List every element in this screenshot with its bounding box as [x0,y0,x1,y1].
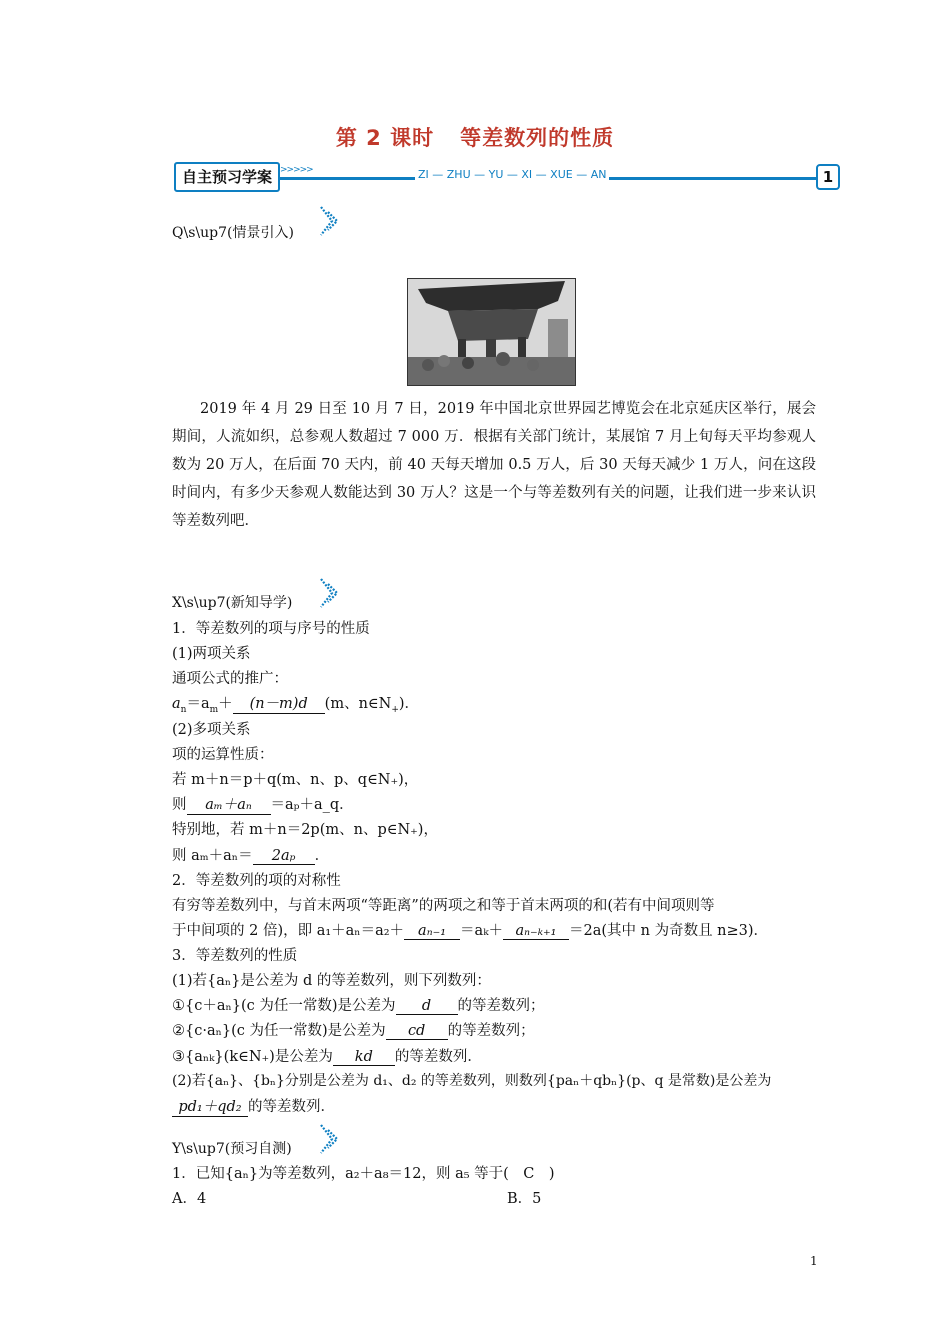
l13-c: ＝2a(其中 n 为奇数且 n≥3)． [568,923,769,939]
banner-pinyin: ZI — ZHU — YU — XI — XUE — AN [415,168,609,181]
line-17 [172,1019,535,1040]
line-18 [172,1045,482,1066]
l16-b: 的等差数列； [457,998,545,1014]
line-12: 有穷等差数列中，与首末两项“等距离”的两项之和等于首末两项的和(若有中间项则等 [172,898,715,914]
line-15: (1)若{aₙ}是公差为 d 的等差数列，则下列数列： [172,973,491,989]
line-6: 项的运算性质： [172,747,274,763]
line-5: (2)多项关系 [172,722,251,738]
l13-a: 于中间项的 2 倍)，即 a₁＋aₙ＝a₂＋ [172,923,405,939]
l4-a: a [172,696,181,712]
l13-b: ＝aₖ＋ [460,923,503,939]
page-title [0,122,950,152]
line-7: 若 m＋n＝p＋q(m、n、p、q∈N₊)， [172,772,419,788]
banner-label: 自主预习学案 [174,162,280,192]
blank-cd: cd [386,1023,448,1040]
blank-sum: aₘ＋aₙ [187,793,271,815]
l17-a: ②{c·aₙ}(c 为任一常数)是公差为 [172,1023,386,1039]
l4-b: ＝a [186,696,210,712]
l18-a: ③{aₙₖ}(k∈N₊)是公差为 [172,1049,333,1065]
line-8 [172,793,354,815]
blank-n-minus-k-plus-1: aₙ₋ₖ₊₁ [503,923,569,940]
page-number: 1 [810,1254,818,1268]
line-10 [172,844,329,865]
blank-double: 2aₚ [253,848,315,865]
l16-a: ①{c＋aₙ}(c 为任一常数)是公差为 [172,998,396,1014]
l17-b: 的等差数列； [447,1023,535,1039]
l10-b: ． [314,848,330,864]
blank-kd: kd [333,1049,395,1066]
expo-photo [407,278,576,386]
line-1: 1．等差数列的项与序号的性质 [172,621,370,637]
banner-arrows: >>>>> [280,165,313,175]
section-self-test-label: Y\s\up7(预习自测) [172,1141,292,1157]
l4-e: )． [398,696,420,712]
l4-d: (m、n∈N [324,696,392,712]
line-11: 2．等差数列的项的对称性 [172,873,341,889]
line-4 [172,692,419,715]
line-16 [172,994,545,1015]
chevron-arrow-icon [318,1122,342,1156]
banner-number: 1 [816,164,840,190]
blank-d: d [396,998,458,1015]
blank-n-minus-1: aₙ₋₁ [404,923,460,940]
line-13 [172,919,768,940]
l18-b: 的等差数列． [394,1049,482,1065]
section-new-knowledge-label: X\s\up7(新知导学) [172,595,293,611]
line-19: (2)若{aₙ}、{bₙ}分别是公差为 d₁、d₂ 的等差数列，则数列{paₙ＋qbₙ}(p、q 是常数)是公差为 [172,1073,772,1089]
l8-b: ＝aₚ＋a_q． [270,797,354,813]
title-topic: 等差数列的性质 [460,126,615,150]
line-14: 3．等差数列的性质 [172,948,298,964]
quiz-option-b: B．5 [507,1191,542,1207]
line-9: 特别地，若 m＋n＝2p(m、n、p∈N₊)， [172,822,438,838]
quiz-question-1: 1．已知{aₙ}为等差数列，a₂＋a₈＝12，则 a₅ 等于( C ) [172,1166,555,1182]
title-lesson: 第 2 课时 [335,126,435,150]
l10-a: 则 aₘ＋aₙ＝ [172,848,253,864]
intro-paragraph: 2019 年 4 月 29 日至 10 月 7 日，2019 年中国北京世界园艺博览会在北京延庆区举行，展会期间，人流如织，总参观人数超过 7 000 万．根据有关部门统计，某展馆 7 月上旬每天平均参观人数为 20 万人，在后面 70 天内，前 40 天每天增加 0.5 万人，后 30 天每天减少 1 万人，问在这段时间内，有多少天参观人数能达到 30 万人？这是一个与等差数列有关的问题，让我们进一步来认识等差数列吧． [172,401,816,529]
line-20 [172,1095,335,1117]
blank-combined: pd₁＋qd₂ [172,1095,248,1117]
pavilion-image [408,279,575,385]
l4-c: ＋ [218,696,233,712]
l4-sub1: n [180,704,187,715]
chevron-arrow-icon [318,204,342,238]
quiz-option-a: A．4 [172,1191,207,1207]
l20-b: 的等差数列． [248,1099,335,1115]
section-banner [172,158,840,194]
blank-general-term: (n－m)d [233,692,325,714]
l4-sub3: + [391,704,399,715]
chevron-arrow-icon [318,576,342,610]
l8-a: 则 [172,797,187,813]
section-intro-label: Q\s\up7(情景引入) [172,225,294,241]
line-2: (1)两项关系 [172,646,251,662]
l4-sub2: m [209,704,219,715]
line-3: 通项公式的推广： [172,671,288,687]
